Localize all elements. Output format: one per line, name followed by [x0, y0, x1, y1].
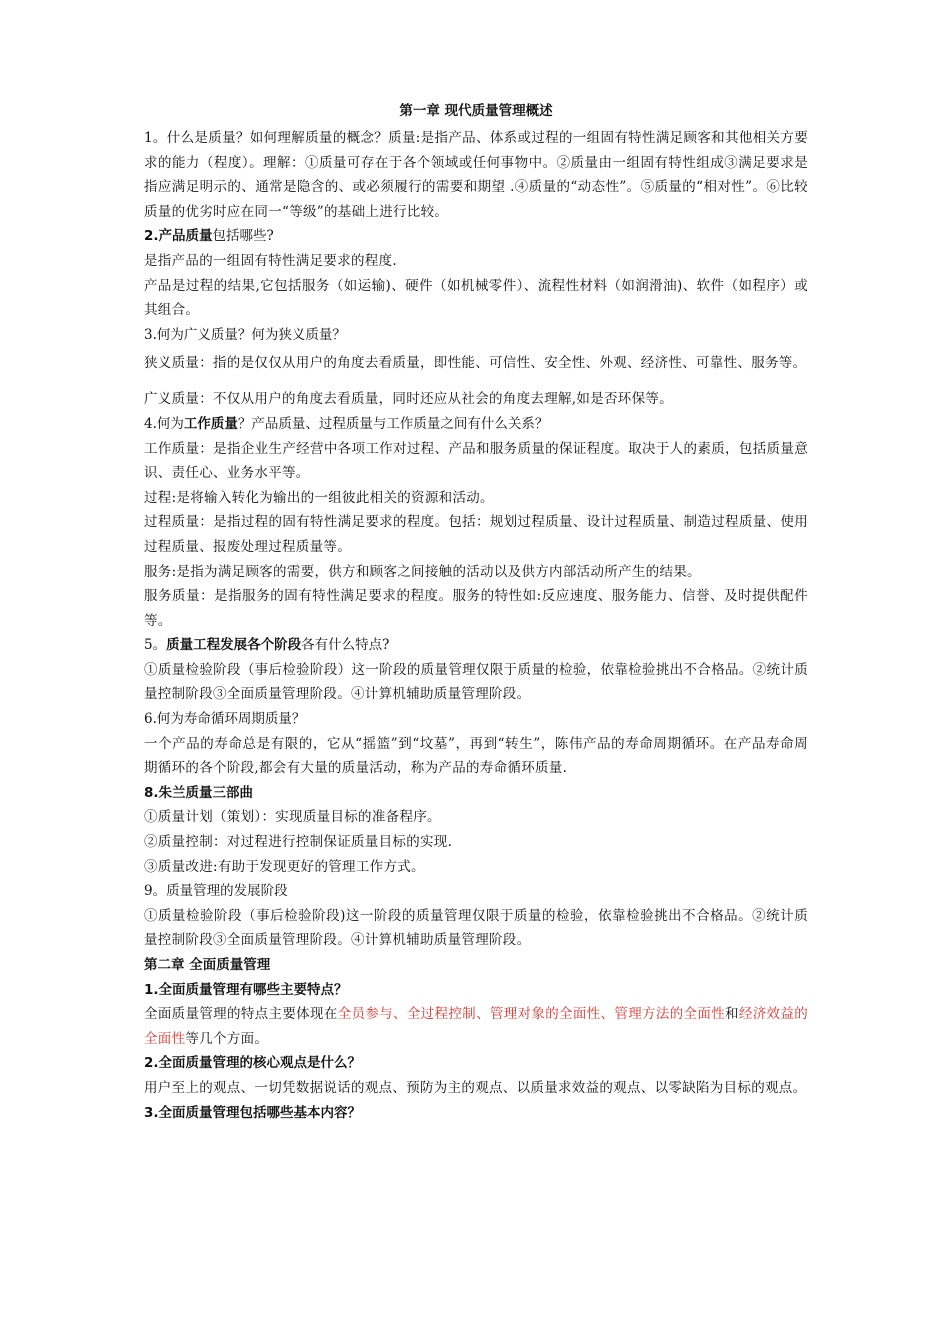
chapter2-question-1: 1.全面质量管理有哪些主要特点？ [144, 981, 348, 998]
answer-8-plan: ①质量计划（策划）：实现质量目标的准备程序。 [144, 809, 441, 826]
question-4: 4.何为工作质量？产品质量、过程质量与工作质量之间有什么关系？ [144, 415, 549, 432]
question-3: 3.何为广义质量？何为狭义质量？ [144, 326, 346, 343]
chapter2-title: 第二章 全面质量管理 [144, 957, 271, 973]
question-6: 6.何为寿命循环周期质量？ [144, 711, 306, 728]
chapter2-question-3: 3.全面质量管理包括哪些基本内容？ [144, 1104, 362, 1121]
answer-3-narrow: 狭义质量：指的是仅仅从用户的角度去看质量，即性能、可信性、安全性、外观、经济性、可靠性、服务等。 [144, 355, 807, 372]
chapter2-answer-2: 用户至上的观点、一切凭数据说话的观点、预防为主的观点、以质量求效益的观点、以零缺陷为目标的观点。 [144, 1079, 807, 1096]
answer-9: ①质量检验阶段（事后检验阶段)这一阶段的质量管理仅限于质量的检验，依靠检验挑出不合格品。②统计质量控制阶段③全面质量管理阶段。④计算机辅助质量管理阶段。 [144, 907, 808, 949]
answer-4-process: 过程:是将输入转化为输出的一组彼此相关的资源和活动。 [144, 489, 494, 506]
answer-8-control: ②质量控制：对过程进行控制保证质量目标的实现. [144, 834, 453, 851]
chapter1-title: 第一章 现代质量管理概述 [399, 103, 553, 119]
question-1: 1。什么是质量？如何理解质量的概念？质量:是指产品、体系或过程的一组固有特性满足顾客和其他相关方要求的能力（程度）。理解：①质量可存在于各个领域或任何事物中。②质量由一组固有特性组成③满足要求是指应满足明示的、通常是隐含的、或必须履行的需要和期望 .④质量的“动态性”。⑤质量的“相对性”。⑥比较质量的优劣时应在同一“等级”的基础上进行比较。 [144, 130, 808, 220]
answer-2-line1: 是指产品的一组固有特性满足要求的程度. [144, 252, 397, 269]
answer-4-service: 服务:是指为满足顾客的需要，供方和顾客之间接触的活动以及供方内部活动所产生的结果。 [144, 563, 701, 580]
question-8: 8.朱兰质量三部曲 [144, 784, 254, 801]
answer-4-service-quality: 服务质量：是指服务的固有特性满足要求的程度。服务的特性如:反应速度、服务能力、信誉、及时提供配件等。 [144, 588, 808, 629]
answer-2-line2: 产品是过程的结果,它包括服务（如运输)、硬件（如机械零件）、流程性材料（如润滑油)、软件（如程序）或其组合。 [144, 277, 808, 319]
answer-4-process-quality: 过程质量：是指过程的固有特性满足要求的程度。包括：规划过程质量、设计过程质量、制造过程质量、使用过程质量、报废处理过程质量等。 [144, 514, 808, 555]
chapter2-answer-1: 全面质量管理的特点主要体现在全员参与、全过程控制、管理对象的全面性、管理方法的全面性和经济效益的全面性等几个方面。 [144, 1006, 809, 1047]
answer-5: ①质量检验阶段（事后检验阶段）这一阶段的质量管理仅限于质量的检验，依靠检验挑出不合格品。②统计质量控制阶段③全面质量管理阶段。④计算机辅助质量管理阶段。 [144, 661, 808, 703]
document-page [144, 100, 808, 1125]
answer-8-improve: ③质量改进:有助于发现更好的管理工作方式。 [144, 858, 425, 875]
answer-4-work-quality: 工作质量：是指企业生产经营中各项工作对过程、产品和服务质量的保证程度。取决于人的素质，包括质量意识、责任心、业务水平等。 [144, 440, 808, 482]
answer-6: 一个产品的寿命总是有限的，它从“摇篮”到“坟墓”，再到“转生”，陈伟产品的寿命周期循环。在产品寿命周期循环的各个阶段,都会有大量的质量活动，称为产品的寿命循环质量. [144, 735, 808, 777]
answer-3-broad: 广义质量：不仅从用户的角度去看质量，同时还应从社会的角度去理解,如是否环保等。 [144, 391, 673, 408]
chapter2-question-2: 2.全面质量管理的核心观点是什么？ [144, 1055, 362, 1072]
question-5: 5。质量工程发展各个阶段各有什么特点? [144, 637, 390, 654]
question-9: 9。质量管理的发展阶段 [144, 883, 288, 900]
question-2: 2.产品质量包括哪些? [144, 228, 274, 245]
